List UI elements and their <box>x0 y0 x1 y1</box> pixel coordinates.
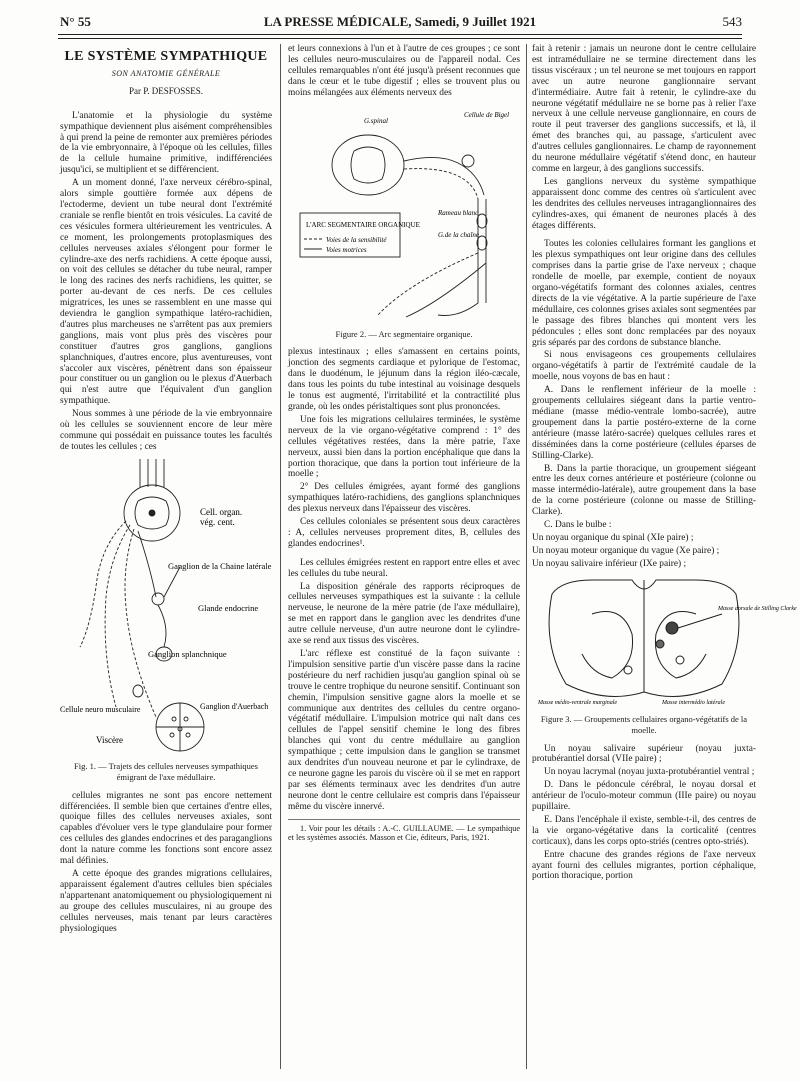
column-divider <box>280 44 281 1069</box>
paragraph: L'arc réflexe est constitué de la façon suivante : l'impulsion sensitive partie d'un viscère passe dans la racine postérieure du nerf rachidien jusqu'au ganglion spinal où se trouve le centre trophique du neurone sensitif. Continuant son chemin, l'impulsion sensitive gagne alors la moelle et se communique aux dentrites des cellules du centre organo-végétatif médullaire. L'impulsion motrice qui naît dans ces cellules de l'appel sensitif chemine le long des fibres blanches qui vont du centre médullaire au ganglion sympathique ; cette impulsion dans le ganglion se transmet aux dendrites d'un nouveau neurone et par le cylindraxe, de ce neurone gagne les parois du viscère où il se met en rapport par ses éléments terminaux avec les dendrites d'un autre neurone dont le centre cellulaire est compris dans l'épaisseur même du viscère innervé. <box>288 649 520 812</box>
issue-number: N° 55 <box>60 14 91 29</box>
paragraph: A. Dans le renflement inférieur de la moelle : groupements cellulaires siégeant dans la partie ventro-médiane (masse médio-ventrale lombo-sacrée), autre groupement dans la partie postéro-externe de la corne antérieure (masse latéro-sacrée) quelques cellules rares et disséminées dans la corne postérieure (cellules éparses de Stilling-Clarke). <box>532 385 756 461</box>
article-title: LE SYSTÈME SYMPATHIQUE <box>64 49 268 64</box>
paragraph: et leurs connexions à l'un et à l'autre de ces groupes ; ce sont les cellules neuro-musculaires ou de l'appareil nodal. Ces cellules remarquables n'ont été jusqu'à présent reconnues que dans le cœur et le tube digestif ; elles se trouvent plus ou moins mélangées aux éléments nerveux des <box>288 44 520 98</box>
journal-header: LA PRESSE MÉDICALE, Samedi, 9 Juillet 1921 <box>263 14 537 29</box>
fig1-label: vég. cent. <box>200 516 235 527</box>
paragraph: L'anatomie et la physiologie du système sympathique deviennent plus aisément compréhensibles à qui prend la peine de remonter aux premières périodes de la vie embryonnaire, à l'époque où les cellules, filles de la cellule humaine primitive, indifférenciées jusqu'ici, se multiplient et se différencient. <box>60 110 272 176</box>
paragraph: B. Dans la partie thoracique, un groupement siégeant entre les deux cornes antérieure et postérieure (colonne ou masse intermédio-latérale), autre groupement dans la base de la corne postérieure (colonne ou masse de Stilling-Clarke). <box>532 463 756 518</box>
paragraph: fait à retenir : jamais un neurone dont le centre cellulaire est intramédullaire ne se termine directement dans les tissus viscéraux ; un tel neurone se met toujours en rapport avec un autre neurone ganglionnaire servant d'intermédiaire. Autre fait à retenir, le cylindre-axe du neurone végétatif médullaire ne se borne pas à relier l'axe nerveux à une cellule nerveuse ganglionnaire, en cours de route il peut traverser des ganglions successifs, et là, il émet des branches qui, au passage, s'articulent avec d'autres cellules ganglionnaires. Le champ de rayonnement du neurone médullaire végétatif s'étend donc, en hauteur comme en largeur, à des ganglions successifs. <box>532 44 756 174</box>
figure-1-caption: Fig. 1. — Trajets des cellules nerveuses sympathiques émigrant de l'axe médullaire. <box>74 760 258 782</box>
fig2-label: G.de la chaîne <box>438 230 480 239</box>
article-subtitle: SON ANATOMIE GÉNÉRALE <box>111 68 221 78</box>
paragraph: Toutes les colonies cellulaires formant les ganglions et les plexus sympathiques ont leur origine dans des cellules comprises dans la partie grise de l'axe nerveux ; chaque rondelle de moelle, par exemple, contient de noyaux organo-végétatifs formant des colonnes axiales, centres directs de la vie végétative. A la partie supérieure de l'axe médullaire, ces colonnes grises axiales sont segmentées par le passage des fibres blanches qui montent vers les pédoncules ; elles sont donc remplacées par des noyaux gris séparés par des cordons de substance blanche. <box>532 239 756 348</box>
paragraph: Ces cellules coloniales se présentent sous deux caractères : A, cellules nerveuses proprement dites, B, cellules des glandes endocrines¹. <box>288 517 520 549</box>
column-3 <box>532 44 797 884</box>
footnote: 1. Voir pour les détails : A.-C. GUILLAUME. — Le sympathique et les systèmes associés. Masson et Cie, éditeurs, Paris, 1921. <box>288 819 520 843</box>
fig1-label: Ganglion d'Auerbach <box>200 701 269 711</box>
figure-3-caption: Figure 3. — Groupements cellulaires organo-végétatifs de la moelle. <box>540 713 748 735</box>
fig1-label: Cell. organ. <box>200 506 243 517</box>
fig3-label: Masse intermédio latérale <box>662 699 725 706</box>
page-number: 543 <box>722 14 742 29</box>
figure-1 <box>60 457 272 757</box>
paragraph: Les cellules émigrées restent en rapport entre elles et avec les cellules du tube neural. <box>288 557 520 579</box>
figure-2 <box>288 103 520 325</box>
paragraph: Un noyau salivaire supérieur (noyau juxta-protubérantiel dorsal (VIIe paire) ; <box>532 743 756 765</box>
fig1-label: Glande endocrine <box>198 602 259 613</box>
article-author: Par P. DESFOSSES. <box>128 85 204 96</box>
fig2-label: Rameau blanc <box>438 208 479 217</box>
fig2-label: Cellule de Bigel <box>464 110 510 119</box>
paragraph: Entre chacune des grandes régions de l'axe nerveux ayant fourni des cellules migrantes, portion céphalique, portion thoracique, portion <box>532 849 756 882</box>
fig2-legend: Voies de la sensibilité <box>326 235 387 244</box>
header-rule-2 <box>58 38 742 39</box>
paragraph: Une fois les migrations cellulaires terminées, le système nerveux de la vie organo-végétative comprend : 1° des cellules végétatives restées, dans la mère patrie, l'axe nerveux, aussi bien dans la portion encéphalique que dans la portion thoracique, que dans la portion tout inférieure de la moelle ; <box>288 414 520 480</box>
paragraph: La disposition générale des rapports réciproques de cellules nerveuses sympathiques est la suivante : la cellule nerveuse, le neurone de la mère patrie (de l'axe médullaire), se met en rapport dans le ganglion avec les dendrites d'une autre cellule nerveuse, d'un autre neurone dont le cylindre-axe se rend aux tissus des viscères. <box>288 581 520 647</box>
paragraph: Un noyau moteur organique du vague (Xe paire) ; <box>532 545 720 556</box>
paragraph: D. Dans le pédoncule cérébral, le noyau dorsal et antérieur de l'oculo-moteur commun (IIIe paire) ou noyau pupillaire. <box>532 780 756 813</box>
paragraph: cellules migrantes ne sont pas encore nettement différenciées. Il semble bien que certaines d'entre elles, quoique filles des cellules nerveuses axiales, sont capables d'évoluer vers le type glandulaire pour former ces cellules des glandes endocrines et des paraganglions dont la nature comme les fonctions sont encore assez mal définies. <box>60 790 272 867</box>
paragraph: 2° Des cellules émigrées, ayant formé des ganglions sympathiques latéro-rachidiens, des ganglions splanchniques des plexus nerveux dans l'épaisseur des viscères. <box>288 482 520 515</box>
fig3-label: Masse médio-ventrale marginale <box>538 699 618 706</box>
paragraph: Les ganglions nerveux du système sympathique apparaissent donc comme des centres où s'articulent avec les dendrites des cellules nerveuses intraganglionnaires des cylindres-axes, qui émanent de neurones placés à des étages différents. <box>532 176 756 231</box>
fig2-legend: Voies motrices <box>326 245 367 254</box>
figure-3 <box>532 574 797 710</box>
fig1-label: Cellule neuro musculaire <box>60 704 141 714</box>
paragraph: A un moment donné, l'axe nerveux cérébro-spinal, alors simple gouttière formée aux dépens de l'ectoderme, devient un tube neural dont l'extrémité craniale se renfle bientôt en trois vésicules. La cavité de ces vésicules formera ultérieurement les ventricules. A ce moment, les prolongements protoplasmiques des cellules nerveuses axiales s'élongent pour former le cylindre-axe des nerfs rachidiens. A cette époque aussi, on voit des cellules se détacher du tube neural, ramper le long des racines des nerfs rachidiens, les quitter, se porter au-devant de ces nerfs. De ces cellules migratrices, les unes se rassemblent en une masse qui deviendra le ganglion sympathique latéro-rachidien, d'autres plus marcheuses ne s'arrêtent pas aux premiers ganglions, mais vont plus près des viscères pour constituer d'autres gros ganglions, ganglions splanchniques, d'autres encore, plus aventureuses, vont s'accoler aux viscères, pénètrent dans son épaisseur pour constituer ou un ganglion ou le plexus d'Auerbach qui n'est autre que l'équivalent d'un ganglion sympathique. <box>60 178 272 407</box>
fig1-label: Ganglion de la Chaine latérale <box>168 560 272 571</box>
paragraph: Un noyau lacrymal (noyau juxta-protubérantiel ventral ; <box>544 767 755 778</box>
paragraph: Si nous envisageons ces groupements cellulaires organo-végétatifs à partir de l'extrémité caudale de la moelle, nous voyons de bas en haut : <box>532 350 756 383</box>
fig2-label: G.spinal <box>364 116 388 125</box>
header-rule <box>58 34 742 35</box>
paragraph: E. Dans l'encéphale il existe, semble-t-il, des centres de la vie organo-végétative dans la corticalité (centres corticaux), dans les corps opto-striés (centres opto-striés). <box>532 814 756 847</box>
fig1-label: Viscère <box>96 734 123 745</box>
figure-2-caption: Figure 2. — Arc segmentaire organique. <box>335 328 473 339</box>
column-2 <box>288 44 520 845</box>
paragraph: Un noyau salivaire inférieur (IXe paire) ; <box>532 558 687 569</box>
column-1 <box>60 44 272 936</box>
paragraph: C. Dans le bulbe : <box>544 520 612 531</box>
fig3-label: Masse dorsale de Stilling Clarke <box>718 605 797 612</box>
paragraph: Nous sommes à une période de la vie embryonnaire où les cellules se souviennent encore de leur mère commune qui possédait en puissance toutes les facultés de toutes les cellules ; ces <box>60 409 272 452</box>
paragraph: A cette époque des grandes migrations cellulaires, apparaissent également d'autres cellules bien spéciales n'appartenant anatomiquement ou physiologiquement ni au groupe des cellules musculaires, ni au groupe des cellules nerveuses, mais tenant par leurs caractères physiologiques <box>60 868 272 934</box>
paragraph: plexus intestinaux ; elles s'amassent en certains points, jonction des segments cardiaque et pylorique de l'estomac, dans le duodénum, le jéjunum dans la région iléo-cæcale, dans tous les points du tube intestinal au voisinage desquels le tonus est augmenté, l'irritabilité et la contractilité plus grande, où les ondes péristaltiques sont plus prononcées. <box>288 347 520 412</box>
fig2-box-title: L'ARC SEGMENTAIRE ORGANIQUE <box>306 220 420 229</box>
column-divider <box>526 44 527 1069</box>
paragraph: Un noyau organique du spinal (XIe paire) ; <box>532 532 694 543</box>
fig1-label: Ganglion splanchnique <box>148 648 227 659</box>
